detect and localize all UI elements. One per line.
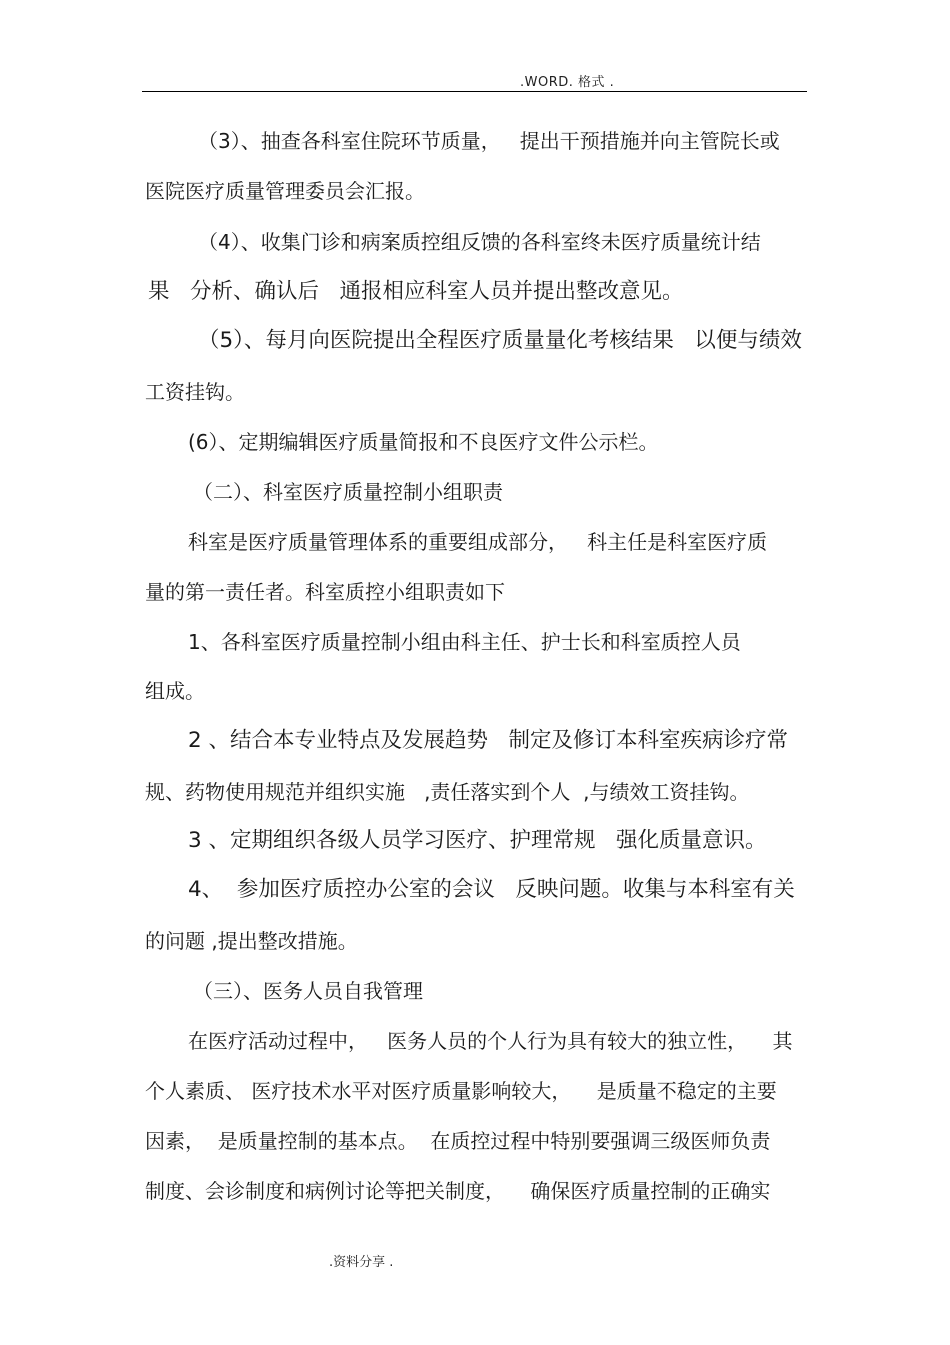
paragraph-line: 在医疗活动过程中， 医务人员的个人行为具有较大的独立性， 其: [188, 1029, 793, 1053]
paragraph-line: 1、各科室医疗质量控制小组由科主任、护士长和科室质控人员: [188, 630, 741, 654]
paragraph-line: 2 、结合本专业特点及发展趋势 制定及修订本科室疾病诊疗常: [188, 728, 789, 753]
paragraph-line: 规、药物使用规范并组织实施 ,责任落实到个人 ,与绩效工资挂钩。: [145, 780, 750, 804]
paragraph-line: （3）、抽查各科室住院环节质量， 提出干预措施并向主管院长或: [198, 129, 780, 153]
paragraph-line: 果 分析、确认后 通报相应科室人员并提出整改意见。: [148, 279, 684, 304]
paragraph-line: 组成。: [145, 679, 205, 703]
header-divider: [142, 91, 807, 92]
paragraph-line: 制度、会诊制度和病例讨论等把关制度， 确保医疗质量控制的正确实: [145, 1179, 771, 1203]
paragraph-line: 的问题 ,提出整改措施。: [145, 929, 358, 953]
paragraph-line: 个人素质、 医疗技术水平对医疗质量影响较大， 是质量不稳定的主要: [145, 1079, 777, 1103]
page-footer: .资料分享 .: [329, 1255, 394, 1270]
paragraph-line: 医院医疗质量管理委员会汇报。: [145, 179, 425, 203]
paragraph-line: （4）、收集门诊和病案质控组反馈的各科室终未医疗质量统计结: [198, 230, 761, 254]
paragraph-line: (6）、定期编辑医疗质量简报和不良医疗文件公示栏。: [188, 430, 659, 454]
paragraph-line: 科室是医疗质量管理体系的重要组成部分， 科主任是科室医疗质: [188, 530, 768, 554]
section-heading: （三）、医务人员自我管理: [193, 979, 423, 1003]
paragraph-line: 工资挂钩。: [145, 380, 245, 404]
paragraph-line: （5）、每月向医院提出全程医疗质量量化考核结果 以便与绩效: [198, 328, 802, 353]
header-label: .WORD. 格式 .: [520, 75, 615, 90]
paragraph-line: 因素， 是质量控制的基本点。 在质控过程中特别要强调三级医师负责: [145, 1129, 771, 1153]
section-heading: （二）、科室医疗质量控制小组职责: [193, 480, 503, 504]
paragraph-line: 4、 参加医疗质控办公室的会议 反映问题。收集与本科室有关: [188, 877, 795, 902]
paragraph-line: 量的第一责任者。科室质控小组职责如下: [145, 580, 505, 604]
paragraph-line: 3 、定期组织各级人员学习医疗、护理常规 强化质量意识。: [188, 828, 767, 853]
